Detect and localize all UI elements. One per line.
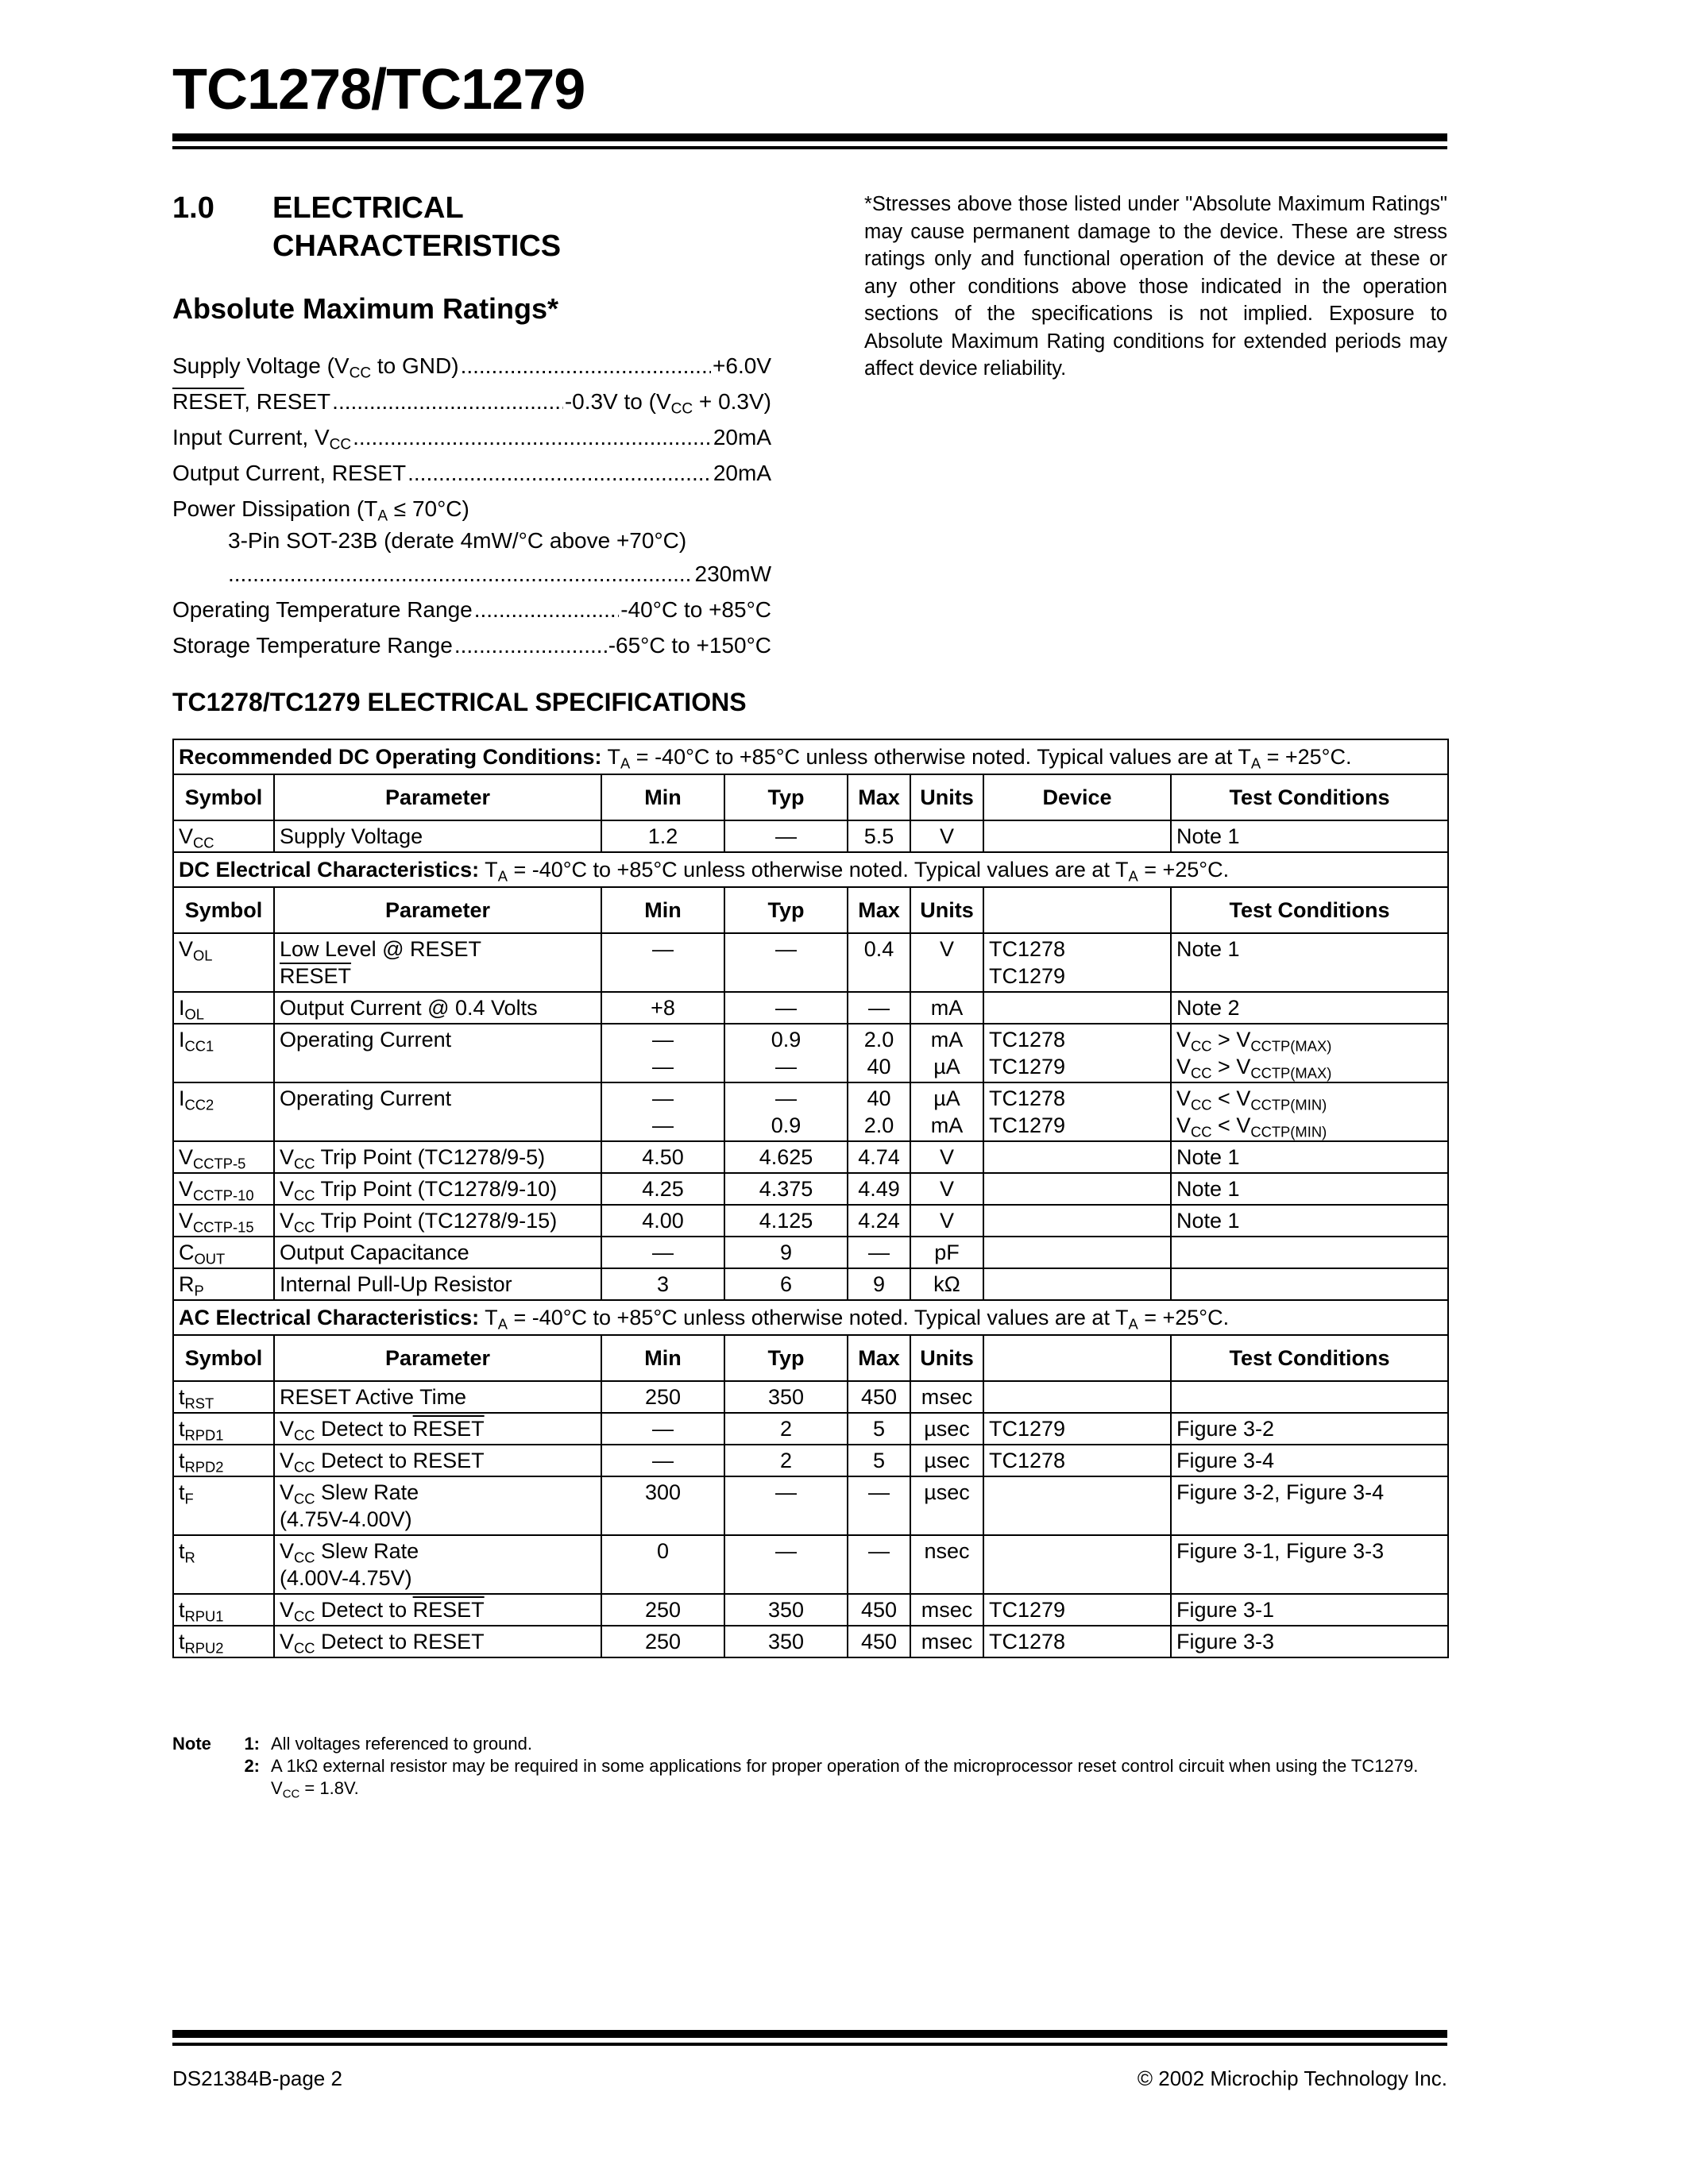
table-row: $V_{CC}$ Supply Voltage 1.2 — 5.5 V Note 1 — [173, 820, 1448, 852]
table-row: $V_{CCTP-15}$ $V_{CC}$ Trip Point (TC1278/9-15) 4.00 4.125 4.24 V Note 1 — [173, 1205, 1448, 1237]
header-rule-thin — [172, 146, 1447, 149]
amr-row-reset: RESET, RESET ..... -0.3V to $(V_{CC} + 0.3V)$ — [172, 379, 771, 415]
section-number: 1.0 — [172, 191, 214, 225]
spec-title: TC1278/TC1279 ELECTRICAL SPECIFICATIONS — [172, 688, 747, 716]
ac-conditions: AC Electrical Characteristics: $T_A = -40^\circ C$ to +85°C unless otherwise noted. Typical values are at $T_A = +25^\circ C$. — [173, 1300, 1448, 1335]
table-row: $t_{RPD1}$ $V_{CC}$ Detect to RESET — 2 5 µsec TC1279 Figure 3-2 — [173, 1413, 1448, 1445]
table-row: $V_{OL}$ Low Level @ RESET RESET — — 0.4 V TC1278 TC1279 Note 1 — [173, 933, 1448, 992]
amr-row-sot23b: 3-Pin SOT-23B (derate 4mW/°C above +70°C) — [228, 528, 687, 553]
table-row: $t_{RST}$ RESET Active Time 250 350 450 msec — [173, 1381, 1448, 1413]
amr-row-supply-voltage: Supply Voltage ($V_{CC}$ to GND) ..... +6.0V — [172, 343, 771, 379]
stress-note: *Stresses above those listed under "Absolute Maximum Ratings" may cause permanent damage to the device. These are stress ratings only and functional operation of the device at these or any other conditions above those indicated in the operation sections of the specifications is not implied. Exposure to Absolute Maximum Rating conditions for extended periods may affect device reliability. — [864, 193, 1447, 380]
dc-conditions: DC Electrical Characteristics: $T_A = -40^\circ C$ to +85°C unless otherwise noted. Typical values are at $T_A = +25^\circ C$. — [173, 852, 1448, 887]
table-row: $C_{OUT}$ Output Capacitance — 9 — pF — [173, 1237, 1448, 1268]
page-title: TC1278/TC1279 — [172, 58, 585, 122]
table-row: $t_R$ $V_{CC}$ Slew Rate (4.00V-4.75V) 0 — — nsec Figure 3-1, Figure 3-3 — [173, 1535, 1448, 1594]
amr-row-power-dissipation: Power Dissipation $(T_A \le 70^\circ C)$ — [172, 496, 469, 525]
table-row: $t_{RPD2}$ $V_{CC}$ Detect to RESET — 2 5 µsec TC1278 Figure 3-4 — [173, 1445, 1448, 1476]
table-row: $V_{CCTP-10}$ $V_{CC}$ Trip Point (TC1278/9-10) 4.25 4.375 4.49 V Note 1 — [173, 1173, 1448, 1205]
amr-row-storage-temp: Storage Temperature Range ..... -65°C to +150°C — [172, 623, 771, 658]
section-title — [272, 189, 670, 265]
amr-row-sot23b-value: ..... 230mW — [172, 554, 771, 587]
footer-page-id: DS21384B-page 2 — [172, 2066, 342, 2090]
table-row: $t_{RPU2}$ $V_{CC}$ Detect to RESET 250 350 450 msec TC1278 Figure 3-3 — [173, 1626, 1448, 1657]
table-row: $t_{RPU1}$ $V_{CC}$ Detect to RESET 250 350 450 msec TC1279 Figure 3-1 — [173, 1594, 1448, 1626]
table-row: $I_{CC2}$ Operating Current — — — 0.9 40 2.0 µA mA TC1278 TC1279 $V_{CC} < V_{CCTP(MIN)}$ $V_{CC} < V_{CCTP(MIN)}$ — [173, 1082, 1448, 1141]
table-row — [173, 852, 1448, 887]
amr-heading: Absolute Maximum Ratings* — [172, 292, 559, 325]
table-row — [173, 1300, 1448, 1335]
note-2: A 1kΩ external resistor may be required in some applications for proper operation of the microprocessor reset control circuit when using the TC1279. $V_{CC} = 1.8V$. — [271, 1756, 1419, 1801]
table-row: $t_F$ $V_{CC}$ Slew Rate (4.75V-4.00V) 300 — — µsec Figure 3-2, Figure 3-4 — [173, 1476, 1448, 1535]
table-row: $I_{OL}$ Output Current @ 0.4 Volts +8 — — mA Note 2 — [173, 992, 1448, 1024]
notes-heading: Note — [172, 1734, 211, 1754]
table-row: $V_{CCTP-5}$ $V_{CC}$ Trip Point (TC1278/9-5) 4.50 4.625 4.74 V Note 1 — [173, 1141, 1448, 1173]
section-title-line2: CHARACTERISTICS — [272, 230, 562, 263]
footer-rule-thin — [172, 2043, 1447, 2046]
footer-copyright: © 2002 Microchip Technology Inc. — [1137, 2066, 1447, 2090]
amr-row-operating-temp: Operating Temperature Range ..... -40°C to +85°C — [172, 587, 771, 623]
note-1: All voltages referenced to ground. — [271, 1734, 532, 1754]
rec-dc-conditions: Recommended DC Operating Conditions: $T_A = -40^\circ C$ to +85°C unless otherwise noted. Typical values are at $T_A = +25^\circ C$. — [173, 739, 1448, 774]
amr-row-input-current: Input Current, $V_{CC}$ ..... 20mA — [172, 415, 771, 450]
spec-table — [172, 739, 1449, 1658]
table-notes: Note 1: All voltages referenced to ground. 2: A 1kΩ external resistor may be required in some applications for proper operation of the microprocessor reset control circuit when using the TC1279. $V_{CC} = 1.8V$. — [172, 1733, 1447, 1800]
table-header-row: Symbol Parameter Min Typ Max Units Device Test Conditions — [173, 774, 1448, 820]
table-row: $R_P$ Internal Pull-Up Resistor 3 6 9 kΩ — [173, 1268, 1448, 1300]
amr-list — [172, 343, 771, 658]
amr-row-output-current: Output Current, RESET ..... 20mA — [172, 450, 771, 486]
table-header-row: Symbol Parameter Min Typ Max Units Test Conditions — [173, 887, 1448, 933]
header-rule-thick — [172, 133, 1447, 141]
section-title-line1: ELECTRICAL — [272, 191, 464, 225]
table-row — [173, 739, 1448, 774]
footer-rule-thick — [172, 2030, 1447, 2038]
table-header-row: Symbol Parameter Min Typ Max Units Test Conditions — [173, 1335, 1448, 1381]
table-row: $I_{CC1}$ Operating Current — — 0.9 — 2.0 40 mA µA TC1278 TC1279 $V_{CC} > V_{CCTP(MAX)}$ $V_{CC} > V_{CCTP(MAX)}$ — [173, 1024, 1448, 1082]
